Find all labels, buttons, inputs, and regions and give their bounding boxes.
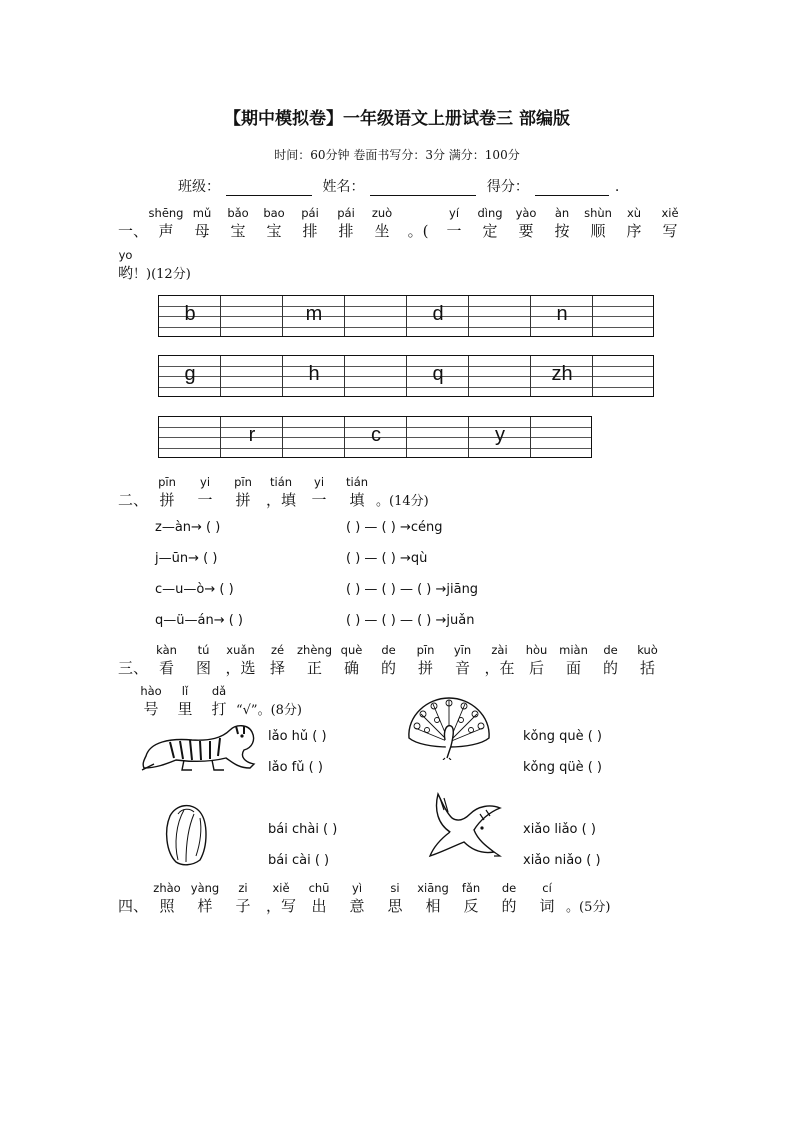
q4-points: 。(5分) [566,900,611,915]
ruby-hanzi: 正 [307,659,323,677]
ruby-char [256,206,292,241]
ruby-hanzi: 填 [349,491,365,509]
q2-item-1-left[interactable]: z—àn→ ( ) [155,520,221,535]
ruby-pinyin: xuǎn [226,643,255,657]
ruby-pinyin: zài [491,643,508,657]
ruby-pinyin: de [603,643,618,657]
q2-heading [118,475,429,510]
ruby-pinyin: si [390,881,400,895]
bird-image [424,790,502,868]
ruby-char [186,881,224,916]
ruby-hanzi: 宝 [266,222,282,240]
q4-ruby-text [148,881,566,915]
ruby-pinyin: xiě [272,881,290,895]
ruby-pinyin: zé [270,643,285,657]
grid-letter: d [432,303,444,325]
ruby-hanzi: 一 [197,491,213,509]
ruby-pinyin: dìng [477,206,503,220]
ruby-hanzi: 后 [529,659,545,677]
student-info-row [178,176,619,196]
q2-item-4-right[interactable]: ( ) — ( ) — ( ) →juǎn [346,613,475,628]
ruby-pinyin: yàng [190,881,220,895]
ruby-hanzi: 确 [344,659,360,677]
ruby-char [224,475,262,510]
q4-heading [118,881,611,916]
class-blank[interactable] [226,181,312,196]
q3-points: “√”。(8分) [236,703,302,718]
q1-heading [118,206,688,241]
ruby-pinyin: shùn [584,206,612,220]
ruby-hanzi: 的 [381,659,397,677]
q1-prefix: 一、 [118,222,149,240]
grid-line [159,448,591,449]
q2-item-3-right[interactable]: ( ) — ( ) — ( ) →jiāng [346,582,479,597]
ruby-char [333,643,370,678]
ruby-hanzi: ，在 [484,659,515,677]
ruby-pinyin: dǎ [211,684,227,698]
q1-points: ！)(12分) [133,267,191,282]
grid-letter: c [371,424,381,446]
q1-ruby-pinyin: yo [118,248,133,262]
ruby-hanzi: ，选 [225,659,256,677]
ruby-hanzi: 意 [349,897,365,915]
cabbage-option-1[interactable]: bái chài ( ) [268,822,338,837]
score-blank[interactable] [535,181,609,196]
writing-grid-row-3[interactable] [158,416,592,458]
grid-letter: q [432,363,444,385]
q1-ruby-text [148,206,688,240]
ruby-pinyin: pái [301,206,319,220]
ruby-char [544,206,580,241]
ruby-hanzi: 坐 [374,222,390,240]
ruby-char [370,643,407,678]
ruby-char [452,881,490,916]
ruby-hanzi: 定 [482,222,498,240]
ruby-char [400,220,436,241]
q2-item-1-right[interactable]: ( ) — ( ) →céng [346,520,443,535]
ruby-char [220,206,256,241]
ruby-hanzi: 一 [446,222,462,240]
q2-prefix: 二、 [118,491,149,509]
ruby-pinyin: cí [542,881,552,895]
ruby-pinyin: què [340,643,363,657]
ruby-char [148,206,184,241]
ruby-hanzi: 母 [194,222,210,240]
ruby-hanzi: 打 [211,700,227,718]
ruby-char [296,643,333,678]
ruby-hanzi: 出 [311,897,327,915]
ruby-hanzi: 排 [338,222,354,240]
ruby-hanzi: 一 [311,491,327,509]
ruby-pinyin: yào [515,206,537,220]
ruby-hanzi: 拼 [235,491,251,509]
ruby-char [148,881,186,916]
ruby-hanzi: 声 [158,222,174,240]
ruby-char [407,643,444,678]
writing-grid-row-1[interactable] [158,295,654,337]
q3-prefix: 三、 [118,659,149,677]
ruby-char [292,206,328,241]
page-subtitle: 时间：60分钟 卷面书写分：3分 满分：100分 [274,148,520,162]
bird-option-2[interactable]: xiǎo niǎo ( ) [523,853,601,868]
ruby-char [376,881,414,916]
ruby-hanzi: 拼 [159,491,175,509]
name-label: 姓名： [322,179,365,195]
ruby-pinyin: yi [200,475,211,489]
ruby-char [222,643,259,678]
ruby-pinyin: yi [314,475,325,489]
ruby-pinyin: mǔ [192,206,212,220]
ruby-char [629,643,666,678]
ruby-pinyin: zhèng [297,643,333,657]
ruby-char [148,475,186,510]
ruby-pinyin: àn [554,206,570,220]
q1-heading-line2 [118,248,191,283]
grid-letter: h [308,363,320,385]
q2-points: 。(14分) [376,494,429,509]
ruby-char [186,475,224,510]
grid-letter: g [184,363,196,385]
ruby-hanzi: 拼 [418,659,434,677]
ruby-pinyin: pīn [416,643,435,657]
ruby-hanzi: 。( [407,222,429,240]
ruby-hanzi: 图 [196,659,212,677]
ruby-char [224,881,262,916]
grid-letter: y [495,424,505,446]
writing-grid-row-2[interactable] [158,355,654,397]
tiger-image [140,712,260,774]
ruby-pinyin: tián [345,475,369,489]
bird-option-1[interactable]: xiǎo liǎo ( ) [523,822,596,837]
class-label: 班级： [178,179,220,195]
ruby-hanzi: 音 [455,659,471,677]
cabbage-image [160,800,212,868]
ruby-char [414,881,452,916]
ruby-hanzi: 子 [235,897,251,915]
ruby-hanzi: 择 [270,659,286,677]
ruby-pinyin: xù [626,206,642,220]
ruby-pinyin: lǐ [181,684,189,698]
ruby-pinyin: chū [308,881,330,895]
ruby-pinyin: tián [269,475,293,489]
ruby-hanzi: 写 [662,222,678,240]
page-title: 【期中模拟卷】一年级语文上册试卷三 部编版 [224,109,570,129]
grid-letter: b [184,303,196,325]
ruby-char [338,881,376,916]
ruby-pinyin: yīn [453,643,472,657]
end-mark: . [614,179,620,195]
ruby-hanzi: 看 [159,659,175,677]
q2-item-4-left[interactable]: q—ü—án→ ( ) [155,613,243,628]
ruby-char [185,643,222,678]
ruby-char [300,881,338,916]
q4-prefix: 四、 [118,897,149,915]
ruby-char [528,881,566,916]
ruby-char [328,206,364,241]
ruby-char [436,206,472,241]
ruby-hanzi: 要 [518,222,534,240]
ruby-char [148,643,185,678]
grid-letter: m [305,303,323,325]
ruby-hanzi: 里 [177,700,193,718]
ruby-char [300,475,338,510]
ruby-hanzi: 括 [640,659,656,677]
ruby-char [555,643,592,678]
ruby-pinyin: kàn [156,643,177,657]
ruby-pinyin: kuò [637,643,658,657]
ruby-char [259,643,296,678]
ruby-char [592,643,629,678]
ruby-pinyin: pīn [234,475,252,489]
peacock-option-1[interactable]: kǒng què ( ) [523,729,603,744]
grid-letter: zh [551,363,573,385]
ruby-hanzi: 按 [554,222,570,240]
ruby-char [338,475,376,510]
ruby-pinyin: pái [337,206,355,220]
ruby-pinyin: xiě [661,206,679,220]
peacock-option-2[interactable]: kǒng qüè ( ) [523,760,603,775]
q1-ruby-char [118,248,134,283]
cabbage-option-2[interactable]: bái cài ( ) [268,853,330,868]
ruby-pinyin: miàn [559,643,588,657]
ruby-pinyin: yí [449,206,460,220]
peacock-image [405,694,493,760]
ruby-char [652,206,688,241]
name-blank[interactable] [370,181,476,196]
ruby-pinyin: zhào [153,881,181,895]
ruby-char [490,881,528,916]
ruby-hanzi: 词 [539,897,555,915]
ruby-char [262,475,300,510]
ruby-char [444,643,481,678]
ruby-hanzi: 顺 [590,222,606,240]
ruby-pinyin: xiāng [417,881,449,895]
ruby-pinyin: tú [197,643,210,657]
ruby-pinyin: hòu [525,643,548,657]
q2-item-2-right[interactable]: ( ) — ( ) →qù [346,551,428,566]
ruby-pinyin: shēng [148,206,184,220]
ruby-hanzi: ，写 [266,897,297,915]
q3-ruby-text [148,643,666,677]
tiger-option-2[interactable]: lǎo fǔ ( ) [268,760,323,775]
ruby-char [262,881,300,916]
ruby-pinyin: pīn [158,475,176,489]
ruby-pinyin: bǎo [227,206,249,220]
ruby-char [508,206,544,241]
q3-heading [118,643,666,678]
q2-ruby-text [148,475,376,509]
ruby-pinyin: zi [238,881,248,895]
ruby-pinyin: hào [140,684,162,698]
ruby-hanzi: 反 [463,897,479,915]
ruby-pinyin: de [501,881,517,895]
grid-letter: n [556,303,568,325]
q2-item-2-left[interactable]: j—ūn→ ( ) [155,551,218,566]
ruby-pinyin: yì [352,881,363,895]
ruby-hanzi: 样 [197,897,213,915]
ruby-hanzi: 号 [143,700,159,718]
ruby-char [184,206,220,241]
ruby-pinyin: de [381,643,396,657]
ruby-hanzi: 排 [302,222,318,240]
ruby-hanzi: 的 [501,897,517,915]
ruby-char [518,643,555,678]
q2-item-3-left[interactable]: c—u—ò→ ( ) [155,582,234,597]
ruby-char [616,206,652,241]
ruby-char [472,206,508,241]
ruby-hanzi: 相 [425,897,441,915]
grid-letter: r [248,424,256,446]
ruby-pinyin: fǎn [461,881,481,895]
ruby-hanzi: 照 [159,897,175,915]
score-label: 得分： [486,179,529,195]
ruby-char [580,206,616,241]
ruby-char [364,206,400,241]
ruby-hanzi: 思 [387,897,403,915]
ruby-hanzi: 面 [566,659,582,677]
ruby-pinyin: zuò [371,206,393,220]
ruby-pinyin: bao [263,206,285,220]
tiger-option-1[interactable]: lǎo hǔ ( ) [268,729,327,744]
ruby-hanzi: ，填 [266,491,297,509]
ruby-hanzi: 的 [603,659,619,677]
ruby-hanzi: 序 [626,222,642,240]
q1-ruby-hanzi: 哟 [118,264,134,282]
ruby-char [481,643,518,678]
ruby-hanzi: 宝 [230,222,246,240]
